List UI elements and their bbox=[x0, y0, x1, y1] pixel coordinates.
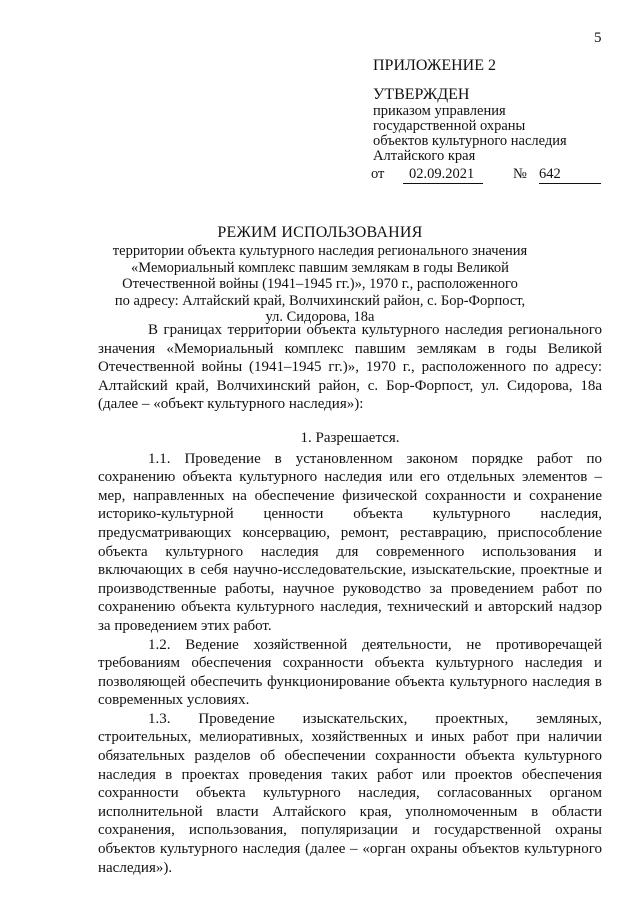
approved-label: УТВЕРЖДЕН bbox=[373, 86, 470, 103]
order-line: объектов культурного наследия bbox=[373, 133, 567, 149]
document-body bbox=[98, 321, 602, 877]
appendix-block bbox=[373, 57, 623, 184]
document-title: РЕЖИМ ИСПОЛЬЗОВАНИЯ bbox=[217, 224, 423, 241]
document-heading bbox=[100, 223, 540, 326]
item-paragraph: 1.1. Проведение в установленном законом порядке работ по сохранению объекта культурного наследия или его отдельных элементов – мер, направленных на обеспечение физической сохранности и сохранение историко-культурной ценности объекта культурного наследия, предусматривающих консервацию, ремонт, реставрацию, приспособление объекта культурного наследия для современного использования и включающих в себя научно-исследовательские, изыскательские, проектные и производственные работы, научное руководство за проведением работ по сохранению объекта культурного наследия, технический и авторский надзор за проведением этих работ. bbox=[98, 450, 602, 634]
page-number: 5 bbox=[594, 30, 602, 46]
order-date: 02.09.2021 bbox=[403, 166, 483, 184]
item-paragraph: 1.3. Проведение изыскательских, проектных, земляных, строительных, мелиоративных, хозяйственных и иных работ при наличии обязательных разделов об обеспечении сохранности объекта культурного наследия в проектах проведения таких работ или проектов обеспечения сохранности объекта культурного наследия, согласованных органом исполнительной власти Алтайского края, уполномоченным в области сохранения, использования, популяризации и государственной охраны объектов культурного наследия (далее – «орган охраны объектов культурного наследия»). bbox=[98, 710, 602, 876]
subtitle-line: Отечественной войны (1941–1945 гг.)», 1970 г., расположенного bbox=[122, 276, 518, 292]
subtitle-line: «Мемориальный комплекс павшим землякам в годы Великой bbox=[131, 259, 509, 276]
order-line: приказом управления bbox=[373, 103, 506, 119]
intro-paragraph: В границах территории объекта культурного наследия регионального значения «Мемориальный комплекс павшим землякам в годы Великой Отечественной войны (1941–1945 гг.)», 1970 г., расположенного по адресу: Алтайский край, Волчихинский район, с. Бор-Форпост, ул. Сидорова, 18а (далее – «объект культурного наследия»): bbox=[98, 322, 602, 413]
subtitle-line: ул. Сидорова, 18а bbox=[265, 309, 375, 325]
order-number: 642 bbox=[539, 166, 601, 184]
item-paragraph: 1.2. Ведение хозяйственной деятельности, не противоречащей требованиям обеспечения сохранности объекта культурного наследия и позволяющей обеспечить функционирование объекта культурного наследия в современных условиях. bbox=[98, 636, 602, 709]
section-title: 1. Разрешается. bbox=[300, 429, 400, 446]
date-prefix: от bbox=[371, 166, 385, 182]
date-number-line bbox=[371, 164, 623, 184]
appendix-title: ПРИЛОЖЕНИЕ 2 bbox=[373, 57, 497, 74]
order-line: Алтайского края bbox=[373, 148, 476, 164]
number-prefix: № bbox=[513, 166, 527, 182]
subtitle-line: по адресу: Алтайский край, Волчихинский район, с. Бор-Форпост, bbox=[114, 292, 526, 309]
subtitle-line: территории объекта культурного наследия регионального значения bbox=[112, 243, 528, 259]
order-line: государственной охраны bbox=[373, 118, 526, 134]
